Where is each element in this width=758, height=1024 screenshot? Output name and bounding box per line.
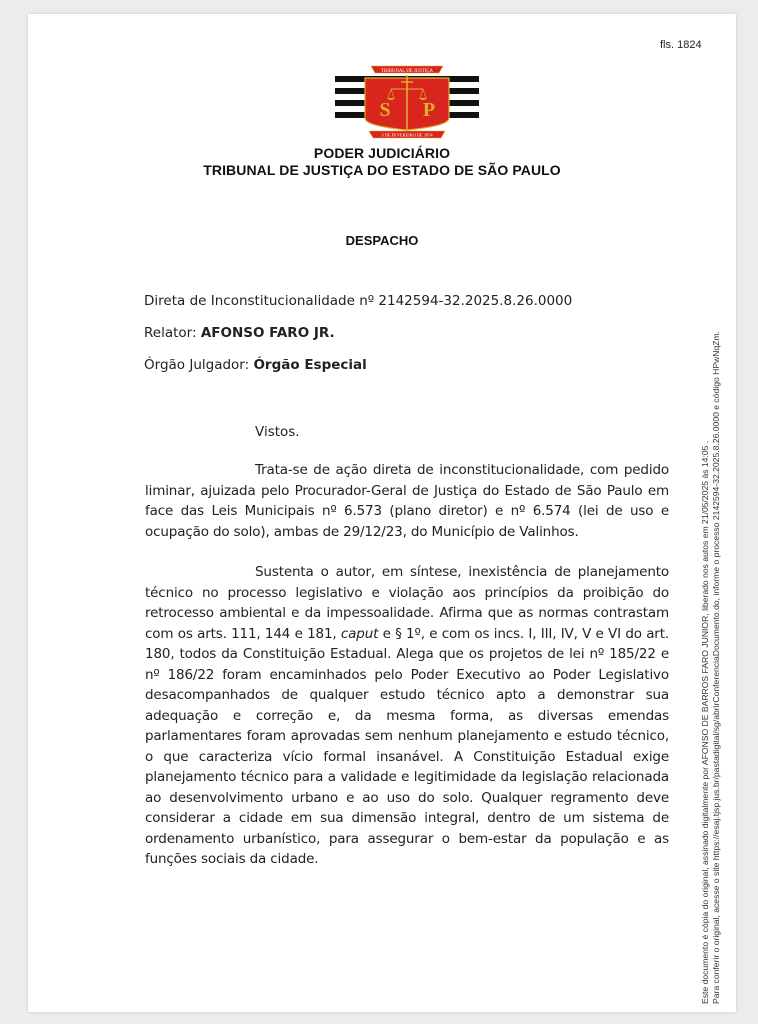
document-page: [28, 14, 736, 1012]
relator-line: [144, 325, 335, 341]
relator-label: Relator:: [144, 325, 197, 341]
orgao-value: Órgão Especial: [253, 357, 367, 373]
process-number: Direta de Inconstitucionalidade nº 2142594-32.2025.8.26.0000: [144, 293, 573, 309]
signature-note-line-1: Este documento é cópia do original, assinado digitalmente por AFONSO DE BARROS FARO JUNIOR, liberado nos autos em 21/05/2025 às 14:05 .: [700, 440, 710, 1004]
paragraph-1: Trata-se de ação direta de inconstitucionalidade, com pedido liminar, ajuizada pelo Procurador-Geral de Justiça do Estado de São Paulo em face das Leis Municipais nº 6.573 (plano diretor) e nº 6.574 (lei de uso e ocupação do solo), ambas de 29/12/23, do Município de Valinhos.: [145, 462, 669, 540]
emblem-letter-s: S: [379, 99, 391, 121]
orgao-line: [144, 357, 367, 373]
digital-signature-note: [700, 174, 722, 1004]
page-reference: fls. 1824: [660, 39, 702, 51]
tjsp-emblem: [335, 64, 479, 140]
paragraph-2-part-2: e § 1º, e com os incs. I, III, IV, V e VI do art. 180, todos da Constituição Estadual. Alega que os projetos de lei nº 185/22 e nº 186/22 foram encaminhados pelo Poder Executivo ao Poder Legislativo desacompanhados de qualquer estudo técnico apto a demonstrar sua adequação e correção e, da mesma forma, as diversas emendas parlamentares foram aprovadas sem nenhum planejamento e estudo técnico, o que caracteriza vício formal insanável. A Constituição Estadual exige planejamento técnico para a validade e legitimidade da legislação relacionada ao desenvolvimento urbano e ao uso do solo. Qualquer regramento deve considerar a cidade em sua dimensão integral, dentro de um sistema de ordenamento urbanístico, para assegurar o bem-estar da população e as funções sociais da cidade.: [145, 625, 669, 867]
vistos-text: Vistos.: [255, 424, 300, 440]
signature-note-line-2: Para conferir o original, acesse o site https://esaj.tjsp.jus.br/pastadigital/sg/abrirConferenciaDocumento.do, informe o processo 2142594-32.2025.8.26.0000 e código HPwNqZm.: [711, 330, 721, 1004]
document-title: DESPACHO: [345, 233, 419, 248]
paragraph-2: [145, 562, 669, 870]
paragraph-2-italic: caput: [340, 625, 379, 642]
orgao-label: Órgão Julgador:: [144, 357, 250, 373]
paragraph-2-part-1: Sustenta o autor, em síntese, inexistência de planejamento técnico no processo legislativo e violação aos princípios da proibição do retrocesso ambiental e da impessoalidade. Afirma que as normas contrastam com os arts. 111, 144 e 181,: [145, 564, 669, 642]
emblem-top-text: TRIBUNAL DE JUSTIÇA: [380, 69, 434, 74]
emblem-letter-p: P: [422, 99, 436, 121]
relator-value: AFONSO FARO JR.: [200, 325, 335, 341]
header-line-2: TRIBUNAL DE JUSTIÇA DO ESTADO DE SÃO PAULO: [203, 162, 561, 178]
header-line-1: PODER JUDICIÁRIO: [313, 145, 451, 161]
emblem-bottom-text: 3 DE FEVEREIRO DE 1874: [381, 132, 433, 138]
